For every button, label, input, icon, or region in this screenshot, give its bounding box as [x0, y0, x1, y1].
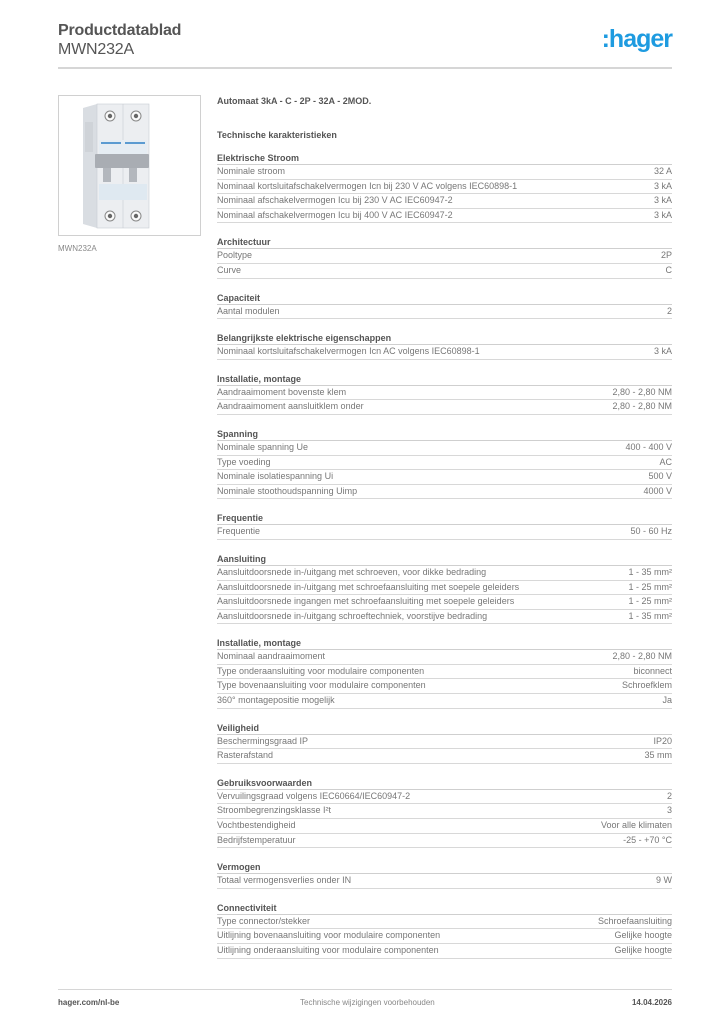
- spec-label: Nominaal aandraaimoment: [217, 651, 326, 662]
- spec-value: Voor alle klimaten: [600, 820, 672, 831]
- footer-disclaimer: Technische wijzigingen voorbehouden: [300, 998, 435, 1007]
- footer-date: 14.04.2026: [631, 998, 672, 1007]
- spec-value: 400 - 400 V: [625, 441, 672, 452]
- spec-value: 50 - 60 Hz: [630, 526, 672, 537]
- footer-website[interactable]: hager.com/nl-be: [58, 998, 120, 1007]
- spec-value: IP20: [653, 735, 672, 746]
- section-title: Vermogen: [217, 861, 672, 874]
- spec-value: 2,80 - 2,80 NM: [612, 651, 672, 662]
- spec-value: C: [665, 264, 672, 275]
- spec-value: 3 kA: [653, 346, 672, 357]
- spec-value: 4000 V: [643, 485, 672, 496]
- spec-row: [217, 470, 672, 485]
- spec-row: [217, 386, 672, 401]
- spec-value: Schroefaansluiting: [597, 915, 672, 926]
- spec-row: [217, 249, 672, 264]
- spec-row: [217, 209, 672, 224]
- spec-value: Gelijke hoogte: [614, 930, 672, 941]
- section-title: Installatie, montage: [217, 373, 672, 386]
- section-title: Capaciteit: [217, 292, 672, 305]
- spec-value: Gelijke hoogte: [614, 945, 672, 955]
- spec-row: [217, 345, 672, 360]
- section-title: Installatie, montage: [217, 637, 672, 650]
- spec-value: 35 mm: [644, 750, 672, 761]
- spec-label: Uitlijning bovenaansluiting voor modulaire componenten: [217, 930, 441, 941]
- spec-row: [217, 595, 672, 610]
- spec-section: [217, 637, 672, 708]
- footer-divider: [58, 989, 672, 990]
- spec-label: Type onderaansluiting voor modulaire componenten: [217, 665, 425, 676]
- spec-value: 2,80 - 2,80 NM: [612, 401, 672, 412]
- spec-row: [217, 566, 672, 581]
- section-title: Gebruiksvoorwaarden: [217, 777, 672, 790]
- spec-label: Beschermingsgraad IP: [217, 735, 309, 746]
- section-title: Frequentie: [217, 512, 672, 525]
- spec-label: Type connector/stekker: [217, 915, 311, 926]
- spec-value: 1 - 25 mm²: [628, 596, 672, 607]
- spec-row: [217, 525, 672, 540]
- spec-section: [217, 902, 672, 959]
- spec-value: 1 - 35 mm²: [628, 610, 672, 621]
- spec-value: biconnect: [633, 665, 672, 676]
- spec-label: Nominale isolatiespanning Ui: [217, 471, 334, 482]
- section-title: Connectiviteit: [217, 902, 672, 915]
- product-code: MWN232A: [58, 41, 134, 58]
- spec-label: Type voeding: [217, 456, 271, 467]
- spec-section: [217, 428, 672, 499]
- spec-value: 3 kA: [653, 180, 672, 191]
- section-title: Architectuur: [217, 236, 672, 249]
- circuit-breaker-image: [81, 102, 153, 230]
- spec-row: [217, 735, 672, 750]
- spec-row: [217, 819, 672, 834]
- spec-row: [217, 485, 672, 500]
- spec-label: Pooltype: [217, 250, 253, 261]
- spec-value: Schroefklem: [621, 680, 672, 691]
- spec-row: [217, 944, 672, 959]
- spec-section: [217, 777, 672, 848]
- spec-value: 2,80 - 2,80 NM: [612, 386, 672, 397]
- spec-label: Aantal modulen: [217, 305, 280, 316]
- spec-label: Stroombegrenzingsklasse I²t: [217, 805, 332, 816]
- spec-section: [217, 553, 672, 624]
- spec-label: Rasterafstand: [217, 750, 274, 761]
- spec-row: [217, 165, 672, 180]
- spec-value: 500 V: [648, 471, 672, 482]
- spec-content: [217, 95, 672, 959]
- spec-value: 3 kA: [653, 209, 672, 220]
- spec-label: Nominale spanning Ue: [217, 441, 309, 452]
- spec-section: [217, 512, 672, 540]
- spec-label: Nominale stroom: [217, 166, 286, 176]
- spec-label: Nominaal afschakelvermogen Icu bij 400 V AC IEC60947-2: [217, 209, 453, 220]
- spec-value: 3 kA: [653, 195, 672, 206]
- spec-row: [217, 665, 672, 680]
- spec-label: 360° montagepositie mogelijk: [217, 695, 335, 706]
- spec-section: [217, 373, 672, 415]
- spec-value: 3: [666, 805, 672, 816]
- spec-label: Nominale stoothoudspanning Uimp: [217, 485, 358, 496]
- spec-row: [217, 456, 672, 471]
- spec-label: Aansluitdoorsnede in-/uitgang schroeftechniek, voorstijve bedrading: [217, 610, 488, 621]
- spec-label: Uitlijning onderaansluiting voor modulaire componenten: [217, 945, 439, 955]
- spec-row: [217, 694, 672, 709]
- spec-value: 9 W: [655, 875, 672, 886]
- spec-label: Vervuilingsgraad volgens IEC60664/IEC60947-2: [217, 790, 411, 801]
- spec-row: [217, 679, 672, 694]
- spec-value: 2P: [660, 250, 672, 261]
- spec-section: [217, 722, 672, 764]
- spec-row: [217, 790, 672, 805]
- spec-label: Nominaal kortsluitafschakelvermogen Icn bij 230 V AC volgens IEC60898-1: [217, 180, 518, 191]
- spec-row: [217, 749, 672, 764]
- spec-value: Ja: [662, 695, 672, 706]
- spec-section: [217, 332, 672, 360]
- spec-value: 2: [666, 790, 672, 801]
- page-header: [58, 20, 672, 70]
- spec-label: Vochtbestendigheid: [217, 820, 296, 831]
- spec-sections: [217, 152, 672, 959]
- spec-row: [217, 915, 672, 930]
- spec-label: Totaal vermogensverlies onder IN: [217, 875, 352, 886]
- spec-value: 1 - 35 mm²: [628, 566, 672, 577]
- spec-label: Frequentie: [217, 526, 261, 537]
- document-title: Productdatablad: [58, 22, 182, 39]
- spec-label: Nominaal kortsluitafschakelvermogen Icn AC volgens IEC60898-1: [217, 346, 480, 357]
- spec-label: Aansluitdoorsnede in-/uitgang met schroefaansluiting met soepele geleiders: [217, 581, 520, 592]
- spec-row: [217, 400, 672, 415]
- product-name: Automaat 3kA - C - 2P - 32A - 2MOD.: [217, 96, 372, 106]
- technical-characteristics-heading: Technische karakteristieken: [217, 130, 337, 140]
- section-title: Belangrijkste elektrische eigenschappen: [217, 332, 672, 345]
- spec-row: [217, 804, 672, 819]
- section-title: Veiligheid: [217, 722, 672, 735]
- spec-row: [217, 834, 672, 849]
- spec-label: Aandraaimoment bovenste klem: [217, 386, 347, 397]
- spec-section: [217, 861, 672, 889]
- spec-label: Aandraaimoment aansluitklem onder: [217, 401, 364, 412]
- spec-row: [217, 929, 672, 944]
- spec-value: AC: [659, 456, 672, 467]
- product-image-caption: MWN232A: [58, 244, 97, 253]
- spec-row: [217, 874, 672, 889]
- spec-section: [217, 236, 672, 278]
- spec-row: [217, 650, 672, 665]
- spec-value: 2: [666, 305, 672, 316]
- section-title: Aansluiting: [217, 553, 672, 566]
- spec-section: [217, 152, 672, 223]
- spec-row: [217, 581, 672, 596]
- product-image-frame: [58, 95, 201, 236]
- spec-row: [217, 441, 672, 456]
- spec-label: Nominaal afschakelvermogen Icu bij 230 V AC IEC60947-2: [217, 195, 453, 206]
- spec-value: -25 - +70 °C: [623, 834, 672, 845]
- spec-label: Type bovenaansluiting voor modulaire componenten: [217, 680, 426, 691]
- spec-section: [217, 292, 672, 320]
- section-title: Elektrische Stroom: [217, 152, 672, 165]
- header-divider: [58, 67, 672, 69]
- spec-row: [217, 180, 672, 195]
- spec-row: [217, 264, 672, 279]
- spec-value: 32 A: [653, 166, 672, 176]
- hager-logo: :hager: [601, 25, 672, 53]
- spec-row: [217, 305, 672, 320]
- spec-label: Aansluitdoorsnede in-/uitgang met schroeven, voor dikke bedrading: [217, 566, 487, 577]
- spec-label: Aansluitdoorsnede ingangen met schroefaansluiting met soepele geleiders: [217, 596, 515, 607]
- spec-label: Bedrijfstemperatuur: [217, 834, 296, 845]
- spec-row: [217, 610, 672, 625]
- spec-label: Curve: [217, 264, 242, 275]
- section-title: Spanning: [217, 428, 672, 441]
- spec-row: [217, 194, 672, 209]
- spec-value: 1 - 25 mm²: [628, 581, 672, 592]
